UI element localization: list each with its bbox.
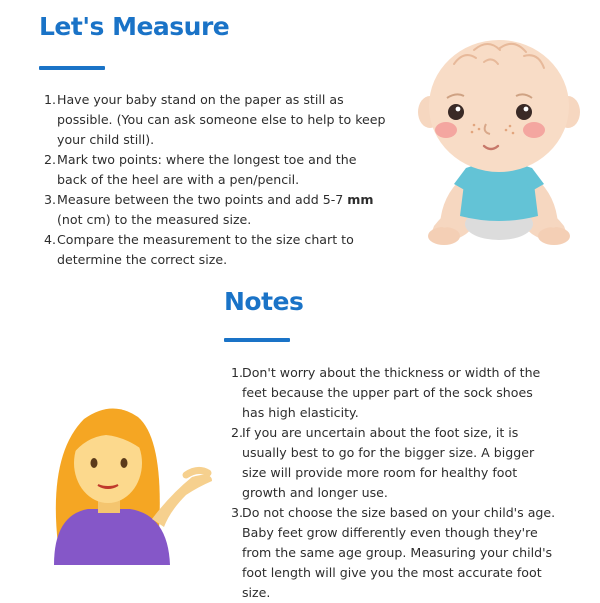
step-number: 4.: [44, 232, 57, 247]
step-number: 1.: [44, 92, 57, 107]
baby-right-eye: [516, 104, 532, 120]
baby-right-cheek: [523, 122, 545, 138]
title-underline: [224, 338, 290, 342]
list-item: [228, 423, 558, 503]
note-number: 1.: [231, 365, 244, 380]
woman-raising-hand-illustration: [48, 395, 218, 565]
notes-title: Notes: [224, 287, 304, 316]
note-number: 3.: [231, 505, 244, 520]
list-item: [44, 150, 390, 190]
woman-right-eye: [121, 458, 128, 468]
step-number: 3.: [44, 192, 57, 207]
note-number: 2.: [231, 425, 244, 440]
note-text: Do not choose the size based on your child's age. Baby feet grow differently even though they're from the same age group. Measuring your child's foot length will give you the most accurate foot size.: [242, 505, 556, 600]
list-item: [44, 230, 390, 270]
list-item: [44, 90, 390, 150]
step-text: Measure between the two points and add 5-7: [57, 192, 348, 207]
list-item: [44, 190, 390, 230]
measure-steps-list: [44, 90, 390, 270]
baby-left-cheek: [435, 122, 457, 138]
step-text: Mark two points: where the longest toe and the back of the heel are with a pen/pencil.: [57, 152, 357, 187]
woman-hand: [152, 475, 212, 527]
step-text: (not cm) to the measured size.: [57, 212, 252, 227]
lets-measure-title: Let's Measure: [39, 12, 230, 41]
baby-illustration: [414, 28, 584, 260]
note-text: If you are uncertain about the foot size, it is usually best to go for the bigger size. A bigger size will provide more room for healthy foot growth and longer use.: [242, 425, 535, 500]
note-text: Don't worry about the thickness or width of the feet because the upper part of the sock shoes has high elasticity.: [242, 365, 541, 420]
step-number: 2.: [44, 152, 57, 167]
step-text: Have your baby stand on the paper as still as possible. (You can ask someone else to help to keep your child still).: [57, 92, 386, 147]
woman-left-eye: [91, 458, 98, 468]
step-text-emphasis: mm: [347, 192, 374, 207]
baby-left-foot: [428, 227, 460, 245]
notes-list: [228, 363, 558, 603]
title-underline: [39, 66, 105, 70]
baby-head: [429, 40, 569, 172]
step-text: Compare the measurement to the size chart to determine the correct size.: [57, 232, 354, 267]
list-item: [228, 363, 558, 423]
baby-left-eye: [448, 104, 464, 120]
list-item: [228, 503, 558, 603]
baby-right-foot: [538, 227, 570, 245]
